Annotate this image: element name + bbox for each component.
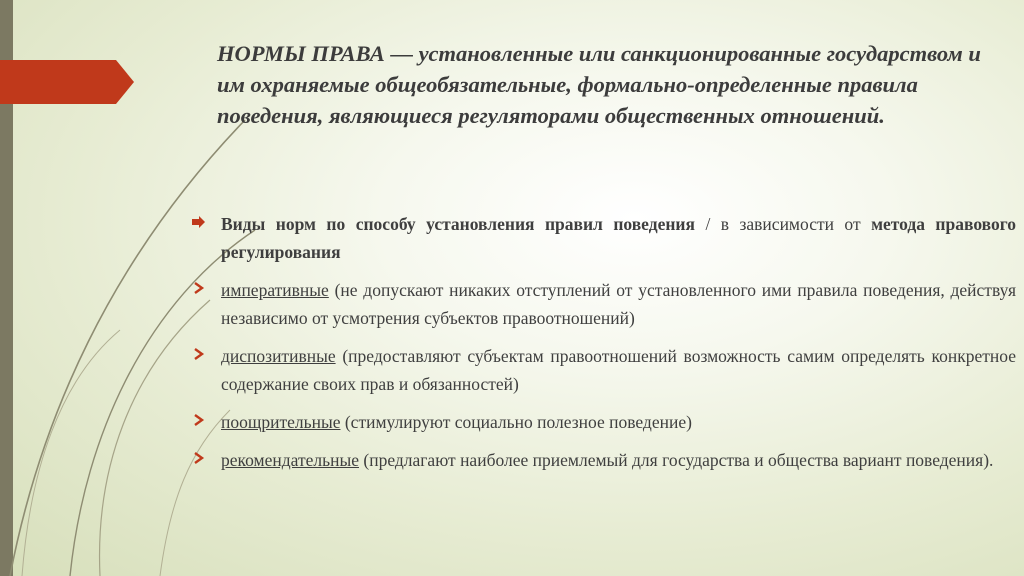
intro-text <box>221 210 1016 266</box>
intro-separator: / в зависимости от <box>694 214 872 234</box>
item-text <box>221 276 1016 332</box>
item-description: (не допускают никаких отступлений от установленного ими правила поведения, действуя независимо от усмотрения субъектов правоотношений) <box>221 280 1016 328</box>
item-text <box>221 342 1016 398</box>
item-text <box>221 446 1016 474</box>
title-definition: — установленные или санкционированные государством и им охраняемые общеобязательные, формально-определенные правила поведения, являющиеся регуляторами общественных отношений. <box>217 41 981 128</box>
intro-lead: Виды норм по способу установления правил поведения <box>221 214 695 234</box>
item-description: (стимулируют социально полезное поведение) <box>340 412 692 432</box>
item-description: (предлагают наиболее приемлемый для государства и общества вариант поведения). <box>359 450 994 470</box>
item-term: рекомендательные <box>221 450 359 470</box>
title-term: НОРМЫ ПРАВА <box>217 41 385 66</box>
list-item <box>190 408 1016 436</box>
item-text <box>221 408 1016 436</box>
intro-item <box>190 210 1016 266</box>
item-term: императивные <box>221 280 329 300</box>
accent-arrow-shape <box>0 60 134 104</box>
slide-title <box>217 38 1007 131</box>
item-term: поощрительные <box>221 412 341 432</box>
chevron-bullet-icon <box>192 347 206 361</box>
list-item <box>190 342 1016 398</box>
chevron-bullet-icon <box>192 413 206 427</box>
content-list <box>190 210 1016 484</box>
chevron-bullet-icon <box>192 451 206 465</box>
item-term: диспозитивные <box>221 346 336 366</box>
list-item <box>190 276 1016 332</box>
list-item <box>190 446 1016 474</box>
item-description: (предоставляют субъектам правоотношений возможность самим определять конкретное содержание своих прав и обязанностей) <box>221 346 1016 394</box>
arrow-bullet-icon <box>192 215 206 229</box>
intro-tail: метода правового регулирования <box>221 214 1016 262</box>
chevron-bullet-icon <box>192 281 206 295</box>
